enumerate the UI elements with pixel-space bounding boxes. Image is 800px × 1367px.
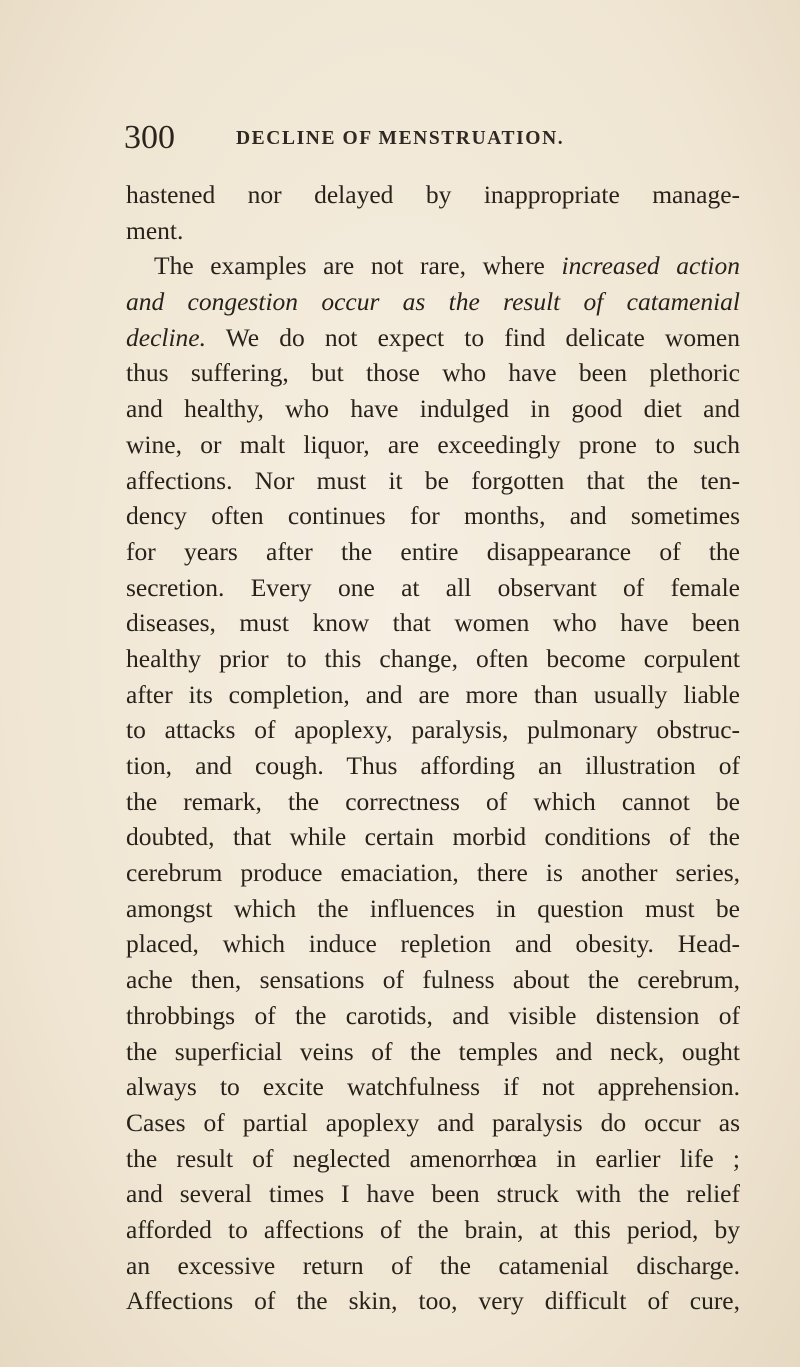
text-line: and several times I have been struck with the relief xyxy=(126,1179,740,1209)
text-line: after its completion, and are more than usually liable xyxy=(126,679,740,709)
text-line xyxy=(126,320,740,356)
text-line: an excessive return of the catamenial discharge. xyxy=(126,1250,740,1280)
running-head: DECLINE OF MENSTRUATION. xyxy=(236,128,565,149)
page-number: 300 xyxy=(124,119,175,156)
text-line: to attacks of apoplexy, paralysis, pulmonary obstruc- xyxy=(126,715,740,745)
text-line: placed, which induce repletion and obesity. Head- xyxy=(126,929,740,959)
text-line: cerebrum produce emaciation, there is another series, xyxy=(126,858,740,888)
line-text: The examples are not rare, where xyxy=(154,251,545,281)
text-line: the remark, the correctness of which cannot be xyxy=(126,786,740,816)
text-line: wine, or malt liquor, are exceedingly prone to such xyxy=(126,429,740,459)
text-line: for years after the entire disappearance of the xyxy=(126,536,740,566)
text-line: amongst which the influences in question must be xyxy=(126,893,740,923)
text-line: diseases, must know that women who have been xyxy=(126,608,740,638)
text-line: the result of neglected amenorrhœa in earlier life ; xyxy=(126,1143,740,1173)
text-line: always to excite watchfulness if not apprehension. xyxy=(126,1072,740,1102)
text-line: tion, and cough. Thus affording an illustration of xyxy=(126,751,740,780)
body-text xyxy=(126,177,740,1319)
text-line: healthy prior to this change, often become corpulent xyxy=(126,643,740,673)
text-line: hastened nor delayed by inappropriate manage- xyxy=(126,180,740,209)
text-line xyxy=(126,284,740,320)
text-line: affections. Nor must it be forgotten that the ten- xyxy=(126,465,740,495)
text-line: afforded to affections of the brain, at this period, by xyxy=(126,1214,740,1244)
text-line: ment. xyxy=(126,215,184,245)
italic-phrase: increased action xyxy=(561,251,740,281)
text-line: ache then, sensations of fulness about the cerebrum, xyxy=(126,965,740,995)
text-line: throbbings of the carotids, and visible distension of xyxy=(126,1000,740,1030)
text-line: doubted, that while certain morbid conditions of the xyxy=(126,822,740,852)
text-line: secretion. Every one at all observant of female xyxy=(126,572,740,602)
text-line: Affections of the skin, too, very difficult of cure, xyxy=(126,1286,740,1316)
text-line: and healthy, who have indulged in good diet and xyxy=(126,394,740,424)
text-line: dency often continues for months, and sometimes xyxy=(126,501,740,531)
text-line: thus suffering, but those who have been plethoric xyxy=(126,358,740,388)
line-text: We do not expect to find delicate women xyxy=(225,322,740,352)
page-header xyxy=(124,118,744,158)
italic-phrase: decline. xyxy=(126,322,206,352)
text-line: the superficial veins of the temples and neck, ought xyxy=(126,1036,740,1066)
text-line xyxy=(126,248,740,284)
italic-phrase: and congestion occur as the result of catamenial xyxy=(126,287,740,317)
text-line: Cases of partial apoplexy and paralysis do occur as xyxy=(126,1107,740,1137)
